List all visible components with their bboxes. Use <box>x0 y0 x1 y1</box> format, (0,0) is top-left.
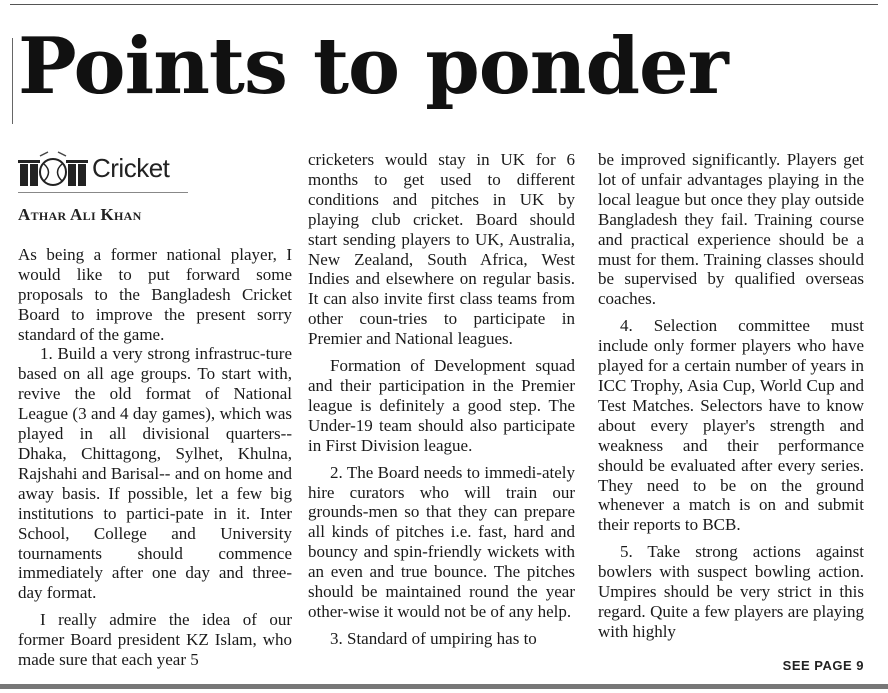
see-page-jump: SEE PAGE 9 <box>782 658 864 673</box>
section-label: Cricket <box>92 153 170 184</box>
paragraph: 3. Standard of umpiring has to <box>330 628 537 648</box>
bottom-rule <box>0 684 888 689</box>
paragraph: I really admire the idea of our former Board president KZ Islam, who made sure that each year 5 <box>18 610 292 670</box>
column-1 <box>18 148 292 670</box>
paragraph: be improved significantly. Players get lot of unfair advantages playing in the local league but once they play outside Bangladesh they fail. Training course and practical experience should be a must for them. Training classes should be supervised by qualified overseas coaches. <box>598 150 864 309</box>
headline: Points to ponder <box>18 21 728 112</box>
paragraph: Formation of Development squad and their participation in the Premier league is definitely a good step. The Under-19 team should also participate in First Division league. <box>308 356 575 455</box>
paragraph: 1. Build a very strong infrastruc-ture based on all age groups. To start with, revive the old format of National League (3 and 4 day games), which was played in all divisional quarters-- Dhaka, Chittagong, Sylhet, Khulna, Rajshahi and Barisal-- and on home and away basis. If possible, let a few big institutions to partici-pate in it. Inter School, College and University tournaments should commence immediately after one day and three-day format. <box>18 344 292 603</box>
cricket-wickets-ball-icon <box>18 150 88 188</box>
paragraph: 5. Take strong actions against bowlers with suspect bowling action. Umpires should be very strict in this regard. Quite a few players are playing with highly <box>598 542 864 641</box>
column-2 <box>308 150 575 649</box>
top-rule <box>10 4 878 5</box>
column-3 <box>598 150 864 642</box>
paragraph: 2. The Board needs to immedi-ately hire curators who will train our grounds-men so that they can prepare all kinds of pitches i.e. fast, hard and bouncy and spin-friendly wickets with an even and true bounce. The pitches should be maintained round the year other-wise it would not be of any help. <box>308 462 575 621</box>
paragraph: As being a former national player, I would like to put forward some proposals to the Bangladesh Cricket Board to improve the present sorry standard of the game. <box>18 244 292 344</box>
left-rule <box>12 38 13 124</box>
byline: Athar Ali Khan <box>18 205 142 224</box>
paragraph: cricketers would stay in UK for 6 months to get used to different conditions and pitches in UK by playing club cricket. Board should start sending players to UK, Australia, New Zealand, South Africa, West Indies and elsewhere on regular basis. It can also invite first class teams from other coun-tries to participate in Premier and National leagues. <box>308 150 575 349</box>
paragraph: 4. Selection committee must include only former players who have played for a certain number of years in ICC Trophy, Asia Cup, World Cup and Test Matches. Selectors have to know about every player's strength and weakness and their performance should be evaluated after every series. They need to be on the ground whenever a match is on and submit their reports to BCB. <box>598 316 864 535</box>
section-header <box>18 148 188 193</box>
